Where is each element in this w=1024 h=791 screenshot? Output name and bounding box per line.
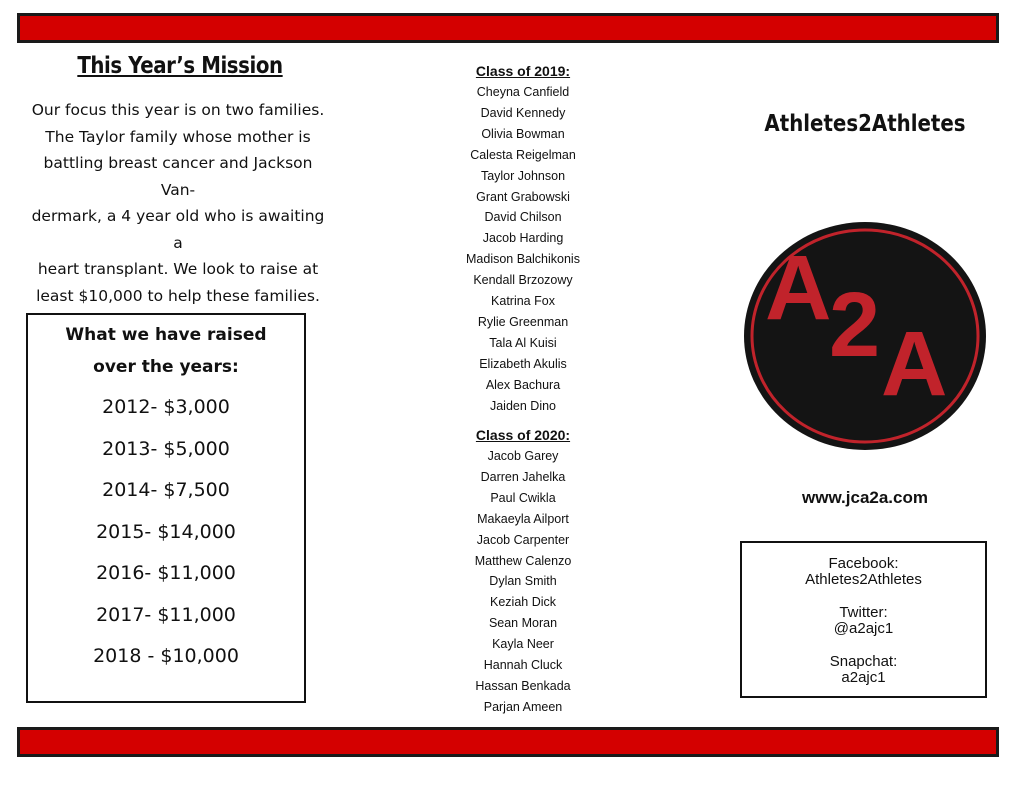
twitter-handle: @a2ajc1 xyxy=(833,620,894,637)
student-name: Taylor Johnson xyxy=(480,168,566,183)
student-name: Kayla Neer xyxy=(492,637,554,652)
a2a-logo xyxy=(741,219,989,453)
student-name: Cheyna Canfield xyxy=(476,85,570,99)
facebook-label: Facebook: xyxy=(828,555,899,572)
class-2019-section xyxy=(435,60,611,417)
student-name: Jacob Carpenter xyxy=(476,532,570,547)
class-2020-list xyxy=(435,446,611,718)
fundraising-heading-line: What we have raised xyxy=(65,325,267,345)
student-name: Matthew Calenzo xyxy=(474,553,572,568)
fundraising-year-item: 2015- $14,000 xyxy=(96,520,236,543)
student-name: Olivia Bowman xyxy=(481,126,565,141)
student-name: David Chilson xyxy=(484,210,562,225)
website-link[interactable]: www.jca2a.com xyxy=(802,488,928,507)
student-name: Parjan Ameen xyxy=(483,699,563,714)
class-2020-section xyxy=(435,424,611,718)
student-name: Calesta Reigelman xyxy=(470,147,576,162)
student-name: Hassan Benkada xyxy=(475,678,571,693)
fundraising-year-item: 2017- $11,000 xyxy=(96,603,236,626)
snapchat-handle: a2ajc1 xyxy=(841,669,886,686)
mission-line: battling breast cancer and Jackson Van- xyxy=(43,154,313,199)
student-name: Jacob Harding xyxy=(482,231,564,246)
top-red-bar xyxy=(17,13,999,43)
fundraising-heading xyxy=(28,319,304,383)
student-name: Jaiden Dino xyxy=(489,398,556,413)
mission-line: heart transplant. We look to raise at xyxy=(37,260,319,278)
fundraising-list xyxy=(28,387,304,678)
fundraising-year-item: 2012- $3,000 xyxy=(102,396,230,418)
student-name: Makaeyla Ailport xyxy=(477,511,569,526)
mission-description xyxy=(28,97,328,309)
facebook-group xyxy=(742,556,985,588)
mission-title: This Year’s Mission xyxy=(77,53,283,79)
student-name: Jacob Garey xyxy=(487,449,559,463)
class-2019-list xyxy=(435,82,611,417)
student-name: Katrina Fox xyxy=(491,294,555,309)
class-2019-heading: Class of 2019: xyxy=(475,63,571,79)
logo-digit-2: 2 xyxy=(829,274,881,376)
snapchat-label: Snapchat: xyxy=(829,653,898,670)
fundraising-year-item: 2018 - $10,000 xyxy=(93,645,239,667)
bottom-red-bar xyxy=(17,727,999,757)
snapchat-group xyxy=(742,654,985,686)
student-name: Keziah Dick xyxy=(490,595,556,610)
fundraising-heading-line: over the years: xyxy=(93,357,239,377)
student-name: Grant Grabowski xyxy=(476,189,570,204)
student-name: Sean Moran xyxy=(488,616,558,631)
facebook-handle: Athletes2Athletes xyxy=(805,571,922,588)
mission-line: The Taylor family whose mother is xyxy=(45,127,311,146)
student-name: Kendall Brzozowy xyxy=(473,273,573,288)
student-name: Elizabeth Akulis xyxy=(479,356,567,371)
student-name: Alex Bachura xyxy=(485,377,561,392)
student-name: Tala Al Kuisi xyxy=(489,335,557,350)
class-2020-heading: Class of 2020: xyxy=(475,427,571,443)
fundraising-year-item: 2014- $7,500 xyxy=(102,479,230,501)
social-media-box xyxy=(740,541,987,698)
fundraising-year-item: 2016- $11,000 xyxy=(96,562,236,584)
twitter-group xyxy=(742,605,985,637)
fundraising-history-box xyxy=(26,313,306,703)
student-name: Rylie Greenman xyxy=(477,314,569,329)
twitter-label: Twitter: xyxy=(839,604,888,621)
student-name: Darren Jahelka xyxy=(480,469,566,484)
fundraising-year-item: 2013- $5,000 xyxy=(102,437,230,460)
mission-line: dermark, a 4 year old who is awaiting a xyxy=(31,207,325,252)
mission-line: Our focus this year is on two families. xyxy=(31,101,325,119)
student-name: Paul Cwikla xyxy=(490,490,556,505)
brand-name: Athletes2Athletes xyxy=(764,111,966,137)
student-name: Madison Balchikonis xyxy=(466,252,580,267)
student-name: David Kennedy xyxy=(480,105,566,120)
logo-letter-a-right: A xyxy=(881,313,948,415)
mission-line: least $10,000 to help these families. xyxy=(36,286,320,305)
student-name: Hannah Cluck xyxy=(483,658,563,673)
student-name: Dylan Smith xyxy=(489,574,557,589)
logo-letter-a-left: A xyxy=(765,237,832,339)
